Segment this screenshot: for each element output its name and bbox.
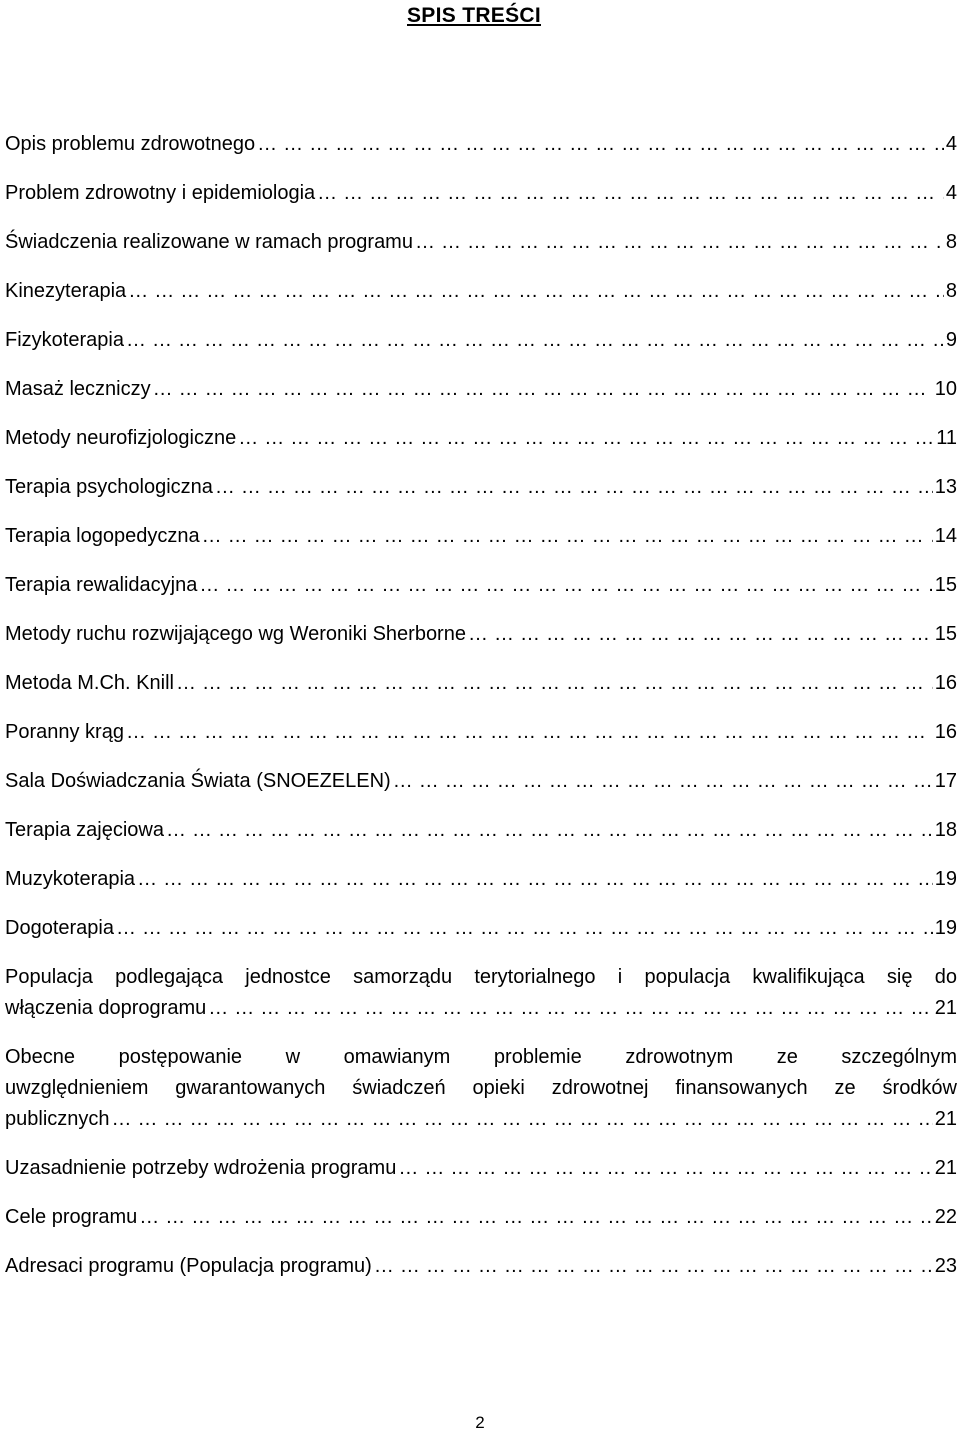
toc-entry-page: 9 — [945, 329, 957, 351]
toc-entry-label: Terapia psychologiczna — [5, 476, 213, 498]
toc-entry-last-line — [5, 993, 957, 1024]
document-title: SPIS TREŚCI — [407, 4, 541, 27]
toc-entry[interactable] — [5, 815, 957, 846]
toc-entry-label: Terapia rewalidacyjna — [5, 574, 198, 596]
toc-entry[interactable] — [5, 1251, 957, 1282]
toc-entry[interactable] — [5, 668, 957, 699]
toc-entry-label-line: Obecne postępowanie w omawianym problemie zdrowotnym ze szczególnym — [5, 1046, 957, 1068]
toc-leader-dots — [317, 178, 944, 209]
toc-leader-dots — [116, 913, 933, 944]
toc-leader-dots — [238, 423, 934, 454]
toc-entry[interactable] — [5, 913, 957, 944]
toc-leader-dots — [374, 1251, 933, 1282]
toc-entry-label: Świadczenia realizowane w ramach programu — [5, 231, 413, 253]
toc-entry-label: Cele programu — [5, 1206, 138, 1228]
toc-entry-page: 21 — [934, 1157, 957, 1179]
toc-entry-page: 16 — [934, 672, 957, 694]
toc-entry-page: 23 — [934, 1255, 957, 1277]
toc-entry[interactable] — [5, 374, 957, 405]
toc-leader-dots — [139, 1202, 932, 1233]
toc-entry-label: Kinezyterapia — [5, 280, 127, 302]
toc-entry-page: 15 — [934, 574, 957, 596]
toc-entry-page: 15 — [934, 623, 957, 645]
page-number: 2 — [475, 1413, 485, 1432]
toc-entry-label: Adresaci programu (Populacja programu) — [5, 1255, 372, 1277]
toc-entry-label: Problem zdrowotny i epidemiologia — [5, 182, 316, 204]
toc-entry-page: 13 — [934, 476, 957, 498]
toc-entry[interactable] — [5, 227, 957, 258]
toc-entry-page: 17 — [934, 770, 957, 792]
toc-entry-label: Terapia logopedyczna — [5, 525, 200, 547]
toc-entry[interactable] — [5, 325, 957, 356]
toc-entry-page: 4 — [945, 133, 957, 155]
toc-entry-page: 21 — [934, 1108, 957, 1130]
toc-entry-label: włączenia doprogramu — [5, 997, 207, 1019]
toc-entry-page: 21 — [934, 997, 957, 1019]
toc-entry-label: publicznych — [5, 1108, 110, 1130]
toc-entry-page: 19 — [934, 917, 957, 939]
toc-leader-dots — [415, 227, 944, 258]
toc-leader-dots — [137, 864, 933, 895]
toc-entry-page: 19 — [934, 868, 957, 890]
toc-entry-label: Fizykoterapia — [5, 329, 124, 351]
toc-leader-dots — [257, 129, 944, 160]
toc-leader-dots — [112, 1104, 933, 1135]
toc-entry-page: 16 — [934, 721, 957, 743]
toc-entry-label: Uzasadnienie potrzeby wdrożenia programu — [5, 1157, 397, 1179]
table-of-contents — [5, 129, 957, 1282]
toc-entry[interactable] — [5, 717, 957, 748]
toc-entry-label-line: Populacja podlegająca jednostce samorządu terytorialnego i populacja kwalifikująca się do — [5, 966, 957, 988]
toc-entry-label: Poranny krąg — [5, 721, 124, 743]
toc-entry[interactable] — [5, 766, 957, 797]
toc-entry-label: Metody neurofizjologiczne — [5, 427, 237, 449]
toc-entry-page: 8 — [945, 280, 957, 302]
toc-entry-page: 4 — [945, 182, 957, 204]
toc-entry-page: 22 — [934, 1206, 957, 1228]
toc-entry-last-line — [5, 1104, 957, 1135]
toc-leader-dots — [126, 717, 933, 748]
toc-leader-dots — [468, 619, 933, 650]
toc-leader-dots — [153, 374, 933, 405]
toc-leader-dots — [176, 668, 933, 699]
toc-entry[interactable] — [5, 276, 957, 307]
toc-leader-dots — [398, 1153, 932, 1184]
toc-entry-page: 11 — [936, 427, 957, 449]
toc-entry-page: 18 — [934, 819, 957, 841]
toc-entry[interactable] — [5, 864, 957, 895]
toc-entry-label-line: uwzględnieniem gwarantowanych świadczeń opieki zdrowotnej finansowanych ze środków — [5, 1077, 957, 1099]
toc-entry-page: 10 — [934, 378, 957, 400]
toc-leader-dots — [215, 472, 933, 503]
toc-entry[interactable] — [5, 619, 957, 650]
toc-entry-population[interactable] — [5, 962, 957, 1024]
toc-entry-label: Opis problemu zdrowotnego — [5, 133, 256, 155]
toc-entry-label: Metody ruchu rozwijającego wg Weroniki Sherborne — [5, 623, 466, 645]
toc-entry[interactable] — [5, 521, 957, 552]
toc-entry-label: Muzykoterapia — [5, 868, 136, 890]
toc-entry[interactable] — [5, 178, 957, 209]
toc-leader-dots — [199, 570, 932, 601]
toc-entry-label: Terapia zajęciowa — [5, 819, 164, 841]
toc-leader-dots — [202, 521, 933, 552]
toc-entry[interactable] — [5, 472, 957, 503]
toc-entry[interactable] — [5, 1202, 957, 1233]
toc-entry-page: 14 — [934, 525, 957, 547]
toc-entry-label: Metoda M.Ch. Knill — [5, 672, 174, 694]
toc-entry[interactable] — [5, 129, 957, 160]
toc-leader-dots — [126, 325, 944, 356]
toc-leader-dots — [393, 766, 933, 797]
toc-entry-label: Sala Doświadczania Świata (SNOEZELEN) — [5, 770, 391, 792]
toc-entry[interactable] — [5, 570, 957, 601]
toc-entry-page: 8 — [945, 231, 957, 253]
toc-entry-label: Masaż leczniczy — [5, 378, 151, 400]
toc-leader-dots — [128, 276, 944, 307]
toc-leader-dots — [166, 815, 933, 846]
toc-entry[interactable] — [5, 1153, 957, 1184]
toc-entry-current-treatment[interactable] — [5, 1042, 957, 1135]
toc-entry-label: Dogoterapia — [5, 917, 114, 939]
toc-entry[interactable] — [5, 423, 957, 454]
toc-leader-dots — [208, 993, 933, 1024]
